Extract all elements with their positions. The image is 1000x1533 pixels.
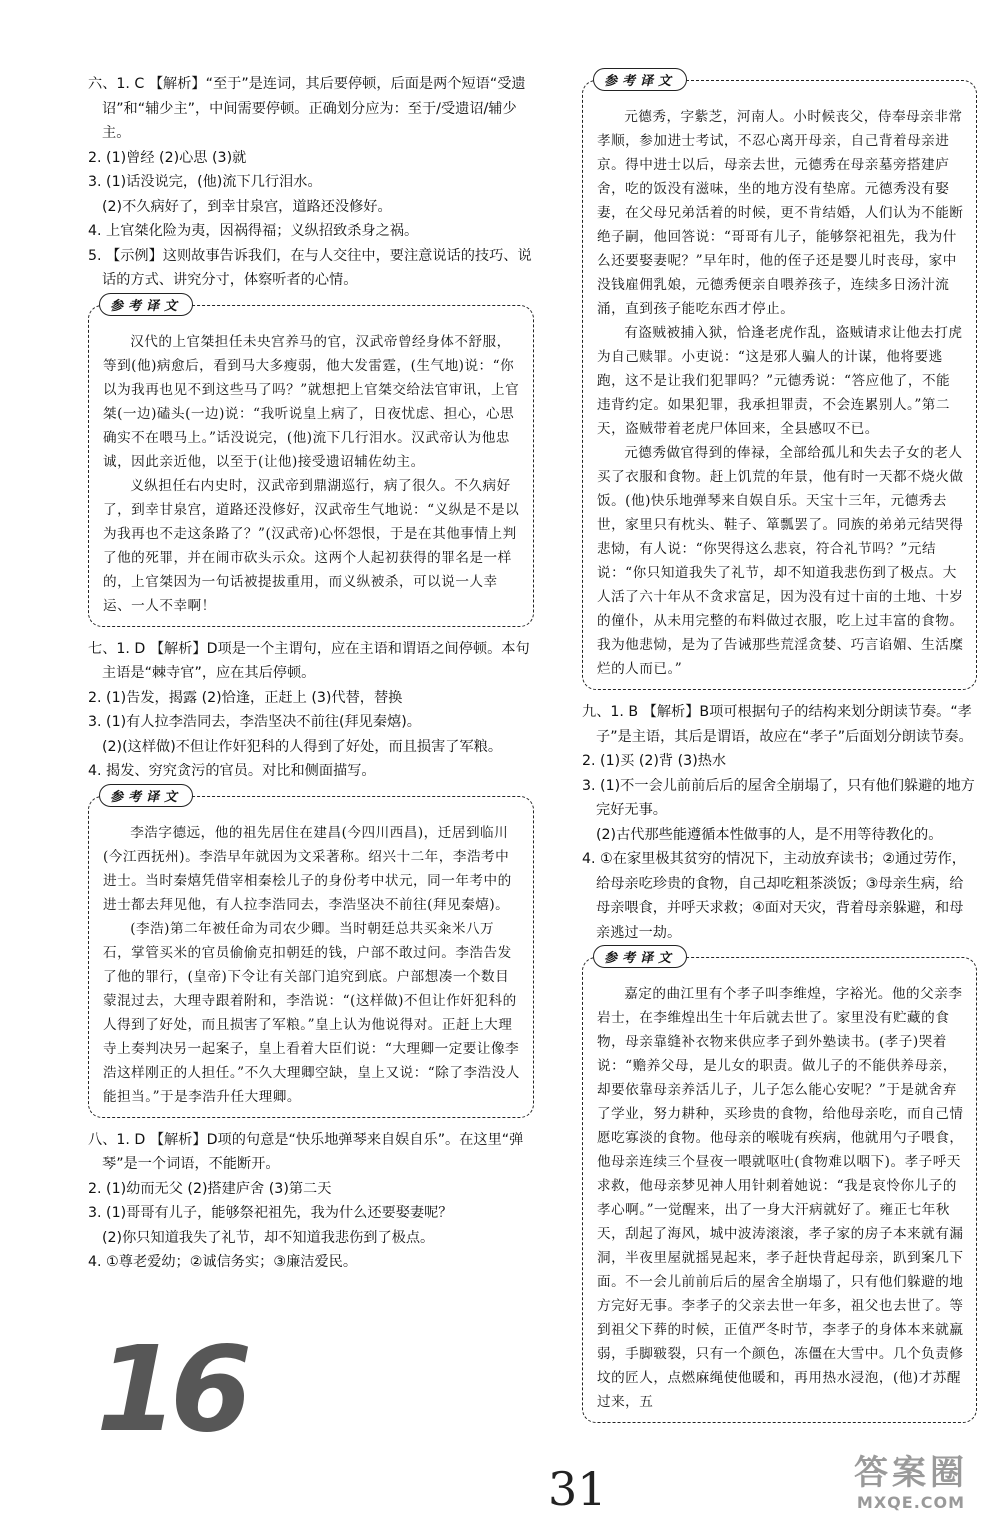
translation-paragraph: 元德秀做官得到的俸禄，全部给孤儿和失去子女的老人买了衣服和食物。赶上饥荒的年景，他有时一天都不烧火做饭。(他)快乐地弹琴来自娱自乐。天宝十三年，元德秀去世，家里只有枕头、鞋子、箪瓢罢了。同族的弟弟元结哭得悲恸，有人说：“你哭得这么悲哀，符合礼节吗？”元结说：“你只知道我失了礼节，却不知道我悲伤到了极点。大人活了六十年从不贪求富足，因为没有过十亩的土地、十岁的僮仆，从未用完整的布料做过衣服，吃上过丰富的食物。我为他悲恸，是为了告诫那些荒淫贪婪、巧言谄媚、生活糜烂的人而已。” <box>597 445 964 677</box>
translation-paragraph: 嘉定的曲江里有个孝子叫李维煌，字裕光。他的父亲李岩士，在李维煌出生十年后就去世了。家里没有贮藏的食物，母亲靠缝补衣物来供应孝子到外塾读书。(孝子)哭着说：“赡养父母，是儿女的职责。做儿子的不能供养母亲，却要依靠母亲养活儿子，儿子怎么能心安呢？”于是就舍弃了学业，努力耕种，买珍贵的食物，给他母亲吃，而自己情愿吃寡淡的食物。他母亲的喉咙有疾病，他就用勺子喂食，他母亲连续三个昼夜一喂就呕吐(食物难以咽下)。孝子呼天求救，他母亲梦见神人用针刺着她说：“我是哀怜你儿子的孝心啊。”一觉醒来，出了一身大汗病就好了。雍正七年秋天，刮起了海风，城中波涛滚滚，孝子家的房子本来就有漏洞，半夜里屋就摇晃起来，孝子赶快背起母亲，趴到案几下面。不一会儿前前后后的屋舍全崩塌了，只有他们躲避的地方完好无事。李孝子的父亲去世一年多，祖父也去世了。等到祖父下葬的时候，正值严冬时节，李孝子的身体本来就羸弱，手脚皲裂，只有一个颜色，冻僵在大雪中。几个负责修坟的匠人，点燃麻绳使他暖和，再用热水浸泡，(他)才苏醒过来，五 <box>597 986 964 1410</box>
sec6-q1: 六、1. C 【解析】“至于”是连词，其后要停顿，后面是两个短语“受遗诏”和“辅少主”，中间需要停顿。正确划分应为：至于/受遗诏/辅少主。 <box>88 76 526 141</box>
sec9-q3a: 3. (1)不一会儿前前后后的屋舍全崩塌了，只有他们躲避的地方完好无事。 <box>582 777 975 818</box>
reference-translation-box-2 <box>88 789 534 1118</box>
handwritten-page-number: 31 <box>548 1462 607 1516</box>
sec8-q1: 八、1. D 【解析】D项的句意是“快乐地弹琴来自娱自乐”。在这里“弹琴”是一个词语，不能断开。 <box>88 1131 524 1172</box>
sec8-q4: 4. ①尊老爱幼；②诚信务实；③廉洁爱民。 <box>88 1254 358 1270</box>
sec8-q3a: 3. (1)哥哥有儿子，能够祭祀祖先，我为什么还要娶妻呢？ <box>88 1205 453 1221</box>
translation-paragraph: 李浩字德远，他的祖先居住在建昌(今四川西昌)，迁居到临川(今江西抚州)。李浩早年就因为文采著称。绍兴十二年，李浩考中进士。当时秦熺凭借宰相秦桧儿子的身份考中状元，同一年考中的进士都去拜见他，有人拉李浩同去，李浩坚决不前往(拜见秦熺)。 <box>103 824 512 913</box>
sec8-q2: 2. (1)幼而无父 (2)搭建庐舍 (3)第二天 <box>88 1180 332 1197</box>
sec6-q3a: 3. (1)话没说完，(他)流下几行泪水。 <box>88 174 322 190</box>
watermark-logo <box>836 1453 986 1523</box>
reference-translation-box-4 <box>582 951 977 1423</box>
reference-translation-tag: 参考译文 <box>593 945 687 968</box>
reference-translation-tag: 参考译文 <box>99 784 193 807</box>
sec9-q4: 4. ①在家里极其贫穷的情况下，主动放弃读书；②通过劳作，给母亲吃珍贵的食物，自己却吃粗茶淡饭；③母亲生病，给母亲喂食，并呼天求救；④面对天灾，背着母亲躲避，和母亲逃过一劫。 <box>582 851 966 941</box>
sec7-q3b: (2)(这样做)不但让作奸犯科的人得到了好处，而且损害了军粮。 <box>102 738 503 755</box>
sec9-q1: 九、1. B 【解析】B项可根据句子的结构来划分朗读节奏。“孝子”是主语，其后是谓语，故应在“孝子”后面划分朗读节奏。 <box>582 704 973 745</box>
right-column <box>582 72 977 1433</box>
reference-translation-box-1 <box>88 298 534 627</box>
left-column <box>88 72 534 1275</box>
sec9-q2: 2. (1)买 (2)背 (3)热水 <box>582 753 727 769</box>
sec8-q3b: (2)你只知道我失了礼节，却不知道我悲伤到了极点。 <box>102 1229 435 1246</box>
translation-paragraph: 义纵担任右内史时，汉武帝到鼎湖巡行，病了很久。不久病好了，到幸甘泉宫，道路还没修好，汉武帝生气地说：“义纵是不是以为我再也不走这条路了？”(汉武帝)心怀怨恨，于是在其他事情上判了他的死罪，并在闹市砍头示众。这两个人起初获得的罪名是一样的，上官桀因为一句话被提拔重用，而义纵被杀，可以说一人幸运、一人不幸啊！ <box>103 477 520 614</box>
sec9-q3b: (2)古代那些能遵循本性做事的人，是不用等待教化的。 <box>596 826 943 843</box>
sec6-q2: 2. (1)曾经 (2)心思 (3)就 <box>88 149 247 166</box>
sec6-q3b: (2)不久病好了，到幸甘泉宫，道路还没修好。 <box>102 198 392 215</box>
reference-translation-box-3 <box>582 74 977 690</box>
translation-paragraph: 汉代的上官桀担任未央宫养马的官，汉武帝曾经身体不舒服，等到(他)病愈后，看到马大多瘦弱，他大发雷霆，(生气地)说：“你以为我再也见不到这些马了吗？”就想把上官桀交给法官审讯，上官桀(一边)磕头(一边)说：“我听说皇上病了，日夜忧虑、担心，心思确实不在喂马上。”话没说完，(他)流下几行泪水。汉武帝认为他忠诚，因此亲近他，以至于(让他)接受遗诏辅佐幼主。 <box>103 333 520 470</box>
sec6-q5: 5. 【示例】这则故事告诉我们，在与人交往中，要注意说话的技巧、说话的方式、讲究分寸，体察听者的心情。 <box>88 247 532 288</box>
watermark-url: MXQE.COM <box>856 1493 966 1512</box>
sec7-q1: 七、1. D 【解析】D项是一个主谓句，应在主语和谓语之间停顿。本句主语是“棘寺官”，应在其后停顿。 <box>88 640 530 681</box>
sec7-q2: 2. (1)告发，揭露 (2)恰逢，正赶上 (3)代替，替换 <box>88 689 403 706</box>
watermark-title: 答案圈 <box>854 1453 968 1493</box>
translation-paragraph: 元德秀，字紫芝，河南人。小时候丧父，侍奉母亲非常孝顺，参加进士考试，不忍心离开母亲，自己背着母亲进京。得中进士以后，母亲去世，元德秀在母亲墓旁搭建庐舍，吃的饭没有滋味，坐的地方没有垫席。元德秀没有娶妻，在父母兄弟活着的时候，更不肯结婚，人们认为不能断绝子嗣，他回答说：“哥哥有儿子，能够祭祀祖先，我为什么还要娶妻呢？”早年时，他的侄子还是婴儿时丧母，家中没钱雇佣乳娘，元德秀便亲自喂养孩子，连续多日汤汁流涌，直到孩子能吃东西才停止。 <box>597 109 964 317</box>
sec7-q4: 4. 揭发、穷究贪污的官员。对比和侧面描写。 <box>88 763 376 779</box>
reference-translation-tag: 参考译文 <box>593 68 687 91</box>
translation-paragraph: (李浩)第二年被任命为司农少卿。当时朝廷总共买籴米八万石，掌管买米的官员偷偷克扣朝廷的钱，户部不敢过问。李浩告发了他的罪行，(皇帝)下令让有关部门追究到底。户部想凑一个数目蒙混过去，大理寺跟着附和，李浩说：“(这样做)不但让作奸犯科的人得到了好处，而且损害了军粮。”皇上认为他说得对。正赶上大理寺上奏判决另一起案子，皇上看着大臣们说：“大理卿一定要让像李浩这样刚正的人担任。”不久大理卿空缺，皇上又说：“除了李浩没人能担当。”于是李浩升任大理卿。 <box>103 920 520 1105</box>
sec7-q3a: 3. (1)有人拉李浩同去，李浩坚决不前往(拜见秦熺)。 <box>88 714 421 730</box>
reference-translation-tag: 参考译文 <box>99 293 193 316</box>
sec6-q4: 4. 上官桀化险为夷，因祸得福；义纵招致杀身之祸。 <box>88 223 419 239</box>
large-page-number-overlay: 16 <box>96 1320 245 1458</box>
translation-paragraph: 有盗贼被捕入狱，恰逢老虎作乱，盗贼请求让他去打虎为自己赎罪。小吏说：“这是邪人骗人的计谋，他将要逃跑，这不是让我们犯罪吗？”元德秀说：“答应他了，不能违背约定。如果犯罪，我承担罪责，不会连累别人。”第二天，盗贼带着老虎尸体回来，全县感叹不已。 <box>597 325 963 437</box>
